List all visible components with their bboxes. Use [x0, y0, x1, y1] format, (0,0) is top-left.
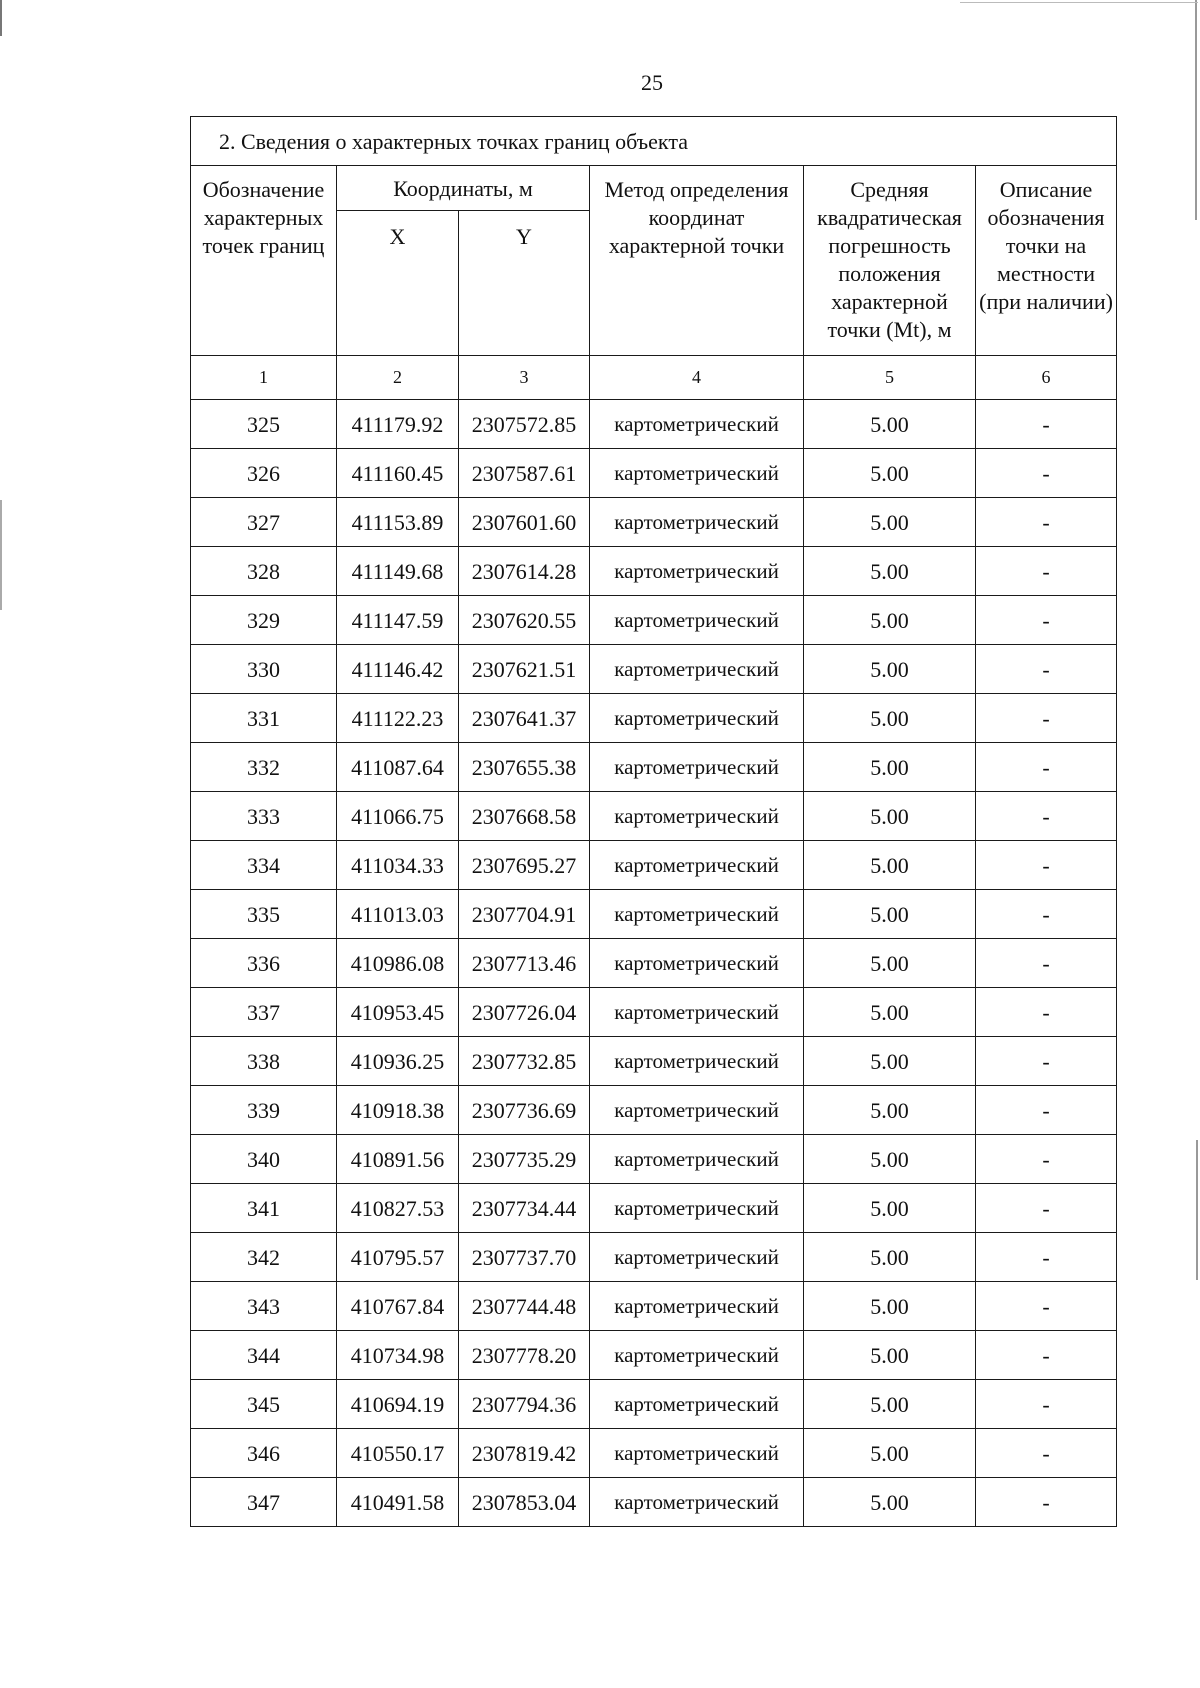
cell-y: 2307794.36: [459, 1380, 590, 1429]
cell-y: 2307778.20: [459, 1331, 590, 1380]
section-title-row: [191, 117, 1117, 166]
cell-error: 5.00: [804, 1478, 976, 1527]
cell-error: 5.00: [804, 694, 976, 743]
cell-point: 325: [191, 400, 337, 449]
cell-x: 410550.17: [337, 1429, 459, 1478]
cell-description: -: [976, 792, 1117, 841]
cell-point: 326: [191, 449, 337, 498]
cell-point: 335: [191, 890, 337, 939]
cell-point: 329: [191, 596, 337, 645]
cell-x: 411087.64: [337, 743, 459, 792]
cell-description: -: [976, 1233, 1117, 1282]
scan-edge-mark-right-bottom: [1196, 1140, 1198, 1280]
column-number: 4: [590, 356, 804, 400]
cell-y: 2307819.42: [459, 1429, 590, 1478]
cell-method: картометрический: [590, 694, 804, 743]
cell-method: картометрический: [590, 1429, 804, 1478]
cell-method: картометрический: [590, 841, 804, 890]
table-row: [191, 743, 1117, 792]
table-row: [191, 400, 1117, 449]
cell-description: -: [976, 547, 1117, 596]
cell-x: 411066.75: [337, 792, 459, 841]
scan-edge-mark-top: [960, 2, 1198, 3]
cell-method: картометрический: [590, 400, 804, 449]
cell-y: 2307737.70: [459, 1233, 590, 1282]
cell-y: 2307621.51: [459, 645, 590, 694]
cell-description: -: [976, 1478, 1117, 1527]
cell-error: 5.00: [804, 1184, 976, 1233]
cell-y: 2307587.61: [459, 449, 590, 498]
table-row: [191, 988, 1117, 1037]
table-row: [191, 694, 1117, 743]
cell-error: 5.00: [804, 645, 976, 694]
cell-x: 410767.84: [337, 1282, 459, 1331]
column-number: 1: [191, 356, 337, 400]
cell-description: -: [976, 988, 1117, 1037]
table-row: [191, 1037, 1117, 1086]
table-row: [191, 1429, 1117, 1478]
header-description: Описание обозначения точки на местности (при наличии): [976, 166, 1117, 356]
table-row: [191, 1233, 1117, 1282]
cell-method: картометрический: [590, 890, 804, 939]
cell-description: -: [976, 890, 1117, 939]
table-row: [191, 1478, 1117, 1527]
cell-y: 2307744.48: [459, 1282, 590, 1331]
cell-error: 5.00: [804, 1331, 976, 1380]
table-row: [191, 449, 1117, 498]
cell-description: -: [976, 1184, 1117, 1233]
cell-x: 411153.89: [337, 498, 459, 547]
scan-edge-mark-left-top: [0, 0, 2, 36]
cell-x: 410918.38: [337, 1086, 459, 1135]
cell-error: 5.00: [804, 596, 976, 645]
scan-edge-mark-left-middle: [0, 500, 2, 610]
cell-point: 347: [191, 1478, 337, 1527]
cell-point: 327: [191, 498, 337, 547]
cell-method: картометрический: [590, 547, 804, 596]
cell-description: -: [976, 694, 1117, 743]
cell-method: картометрический: [590, 498, 804, 547]
header-point-designation: Обозначение характерных точек границ: [191, 166, 337, 356]
cell-method: картометрический: [590, 1086, 804, 1135]
cell-description: -: [976, 743, 1117, 792]
cell-error: 5.00: [804, 743, 976, 792]
cell-error: 5.00: [804, 988, 976, 1037]
header-x: X: [337, 211, 459, 356]
cell-error: 5.00: [804, 1086, 976, 1135]
cell-y: 2307601.60: [459, 498, 590, 547]
cell-y: 2307735.29: [459, 1135, 590, 1184]
cell-error: 5.00: [804, 547, 976, 596]
cell-x: 410694.19: [337, 1380, 459, 1429]
cell-method: картометрический: [590, 1282, 804, 1331]
section-title: 2. Сведения о характерных точках границ объекта: [191, 117, 1117, 166]
cell-y: 2307641.37: [459, 694, 590, 743]
cell-x: 410795.57: [337, 1233, 459, 1282]
cell-point: 336: [191, 939, 337, 988]
cell-error: 5.00: [804, 1037, 976, 1086]
cell-error: 5.00: [804, 939, 976, 988]
cell-x: 410986.08: [337, 939, 459, 988]
header-coordinates: Координаты, м: [337, 166, 590, 211]
cell-point: 344: [191, 1331, 337, 1380]
cell-x: 411146.42: [337, 645, 459, 694]
cell-description: -: [976, 449, 1117, 498]
table-row: [191, 596, 1117, 645]
column-number: 5: [804, 356, 976, 400]
cell-point: 337: [191, 988, 337, 1037]
cell-point: 338: [191, 1037, 337, 1086]
cell-x: 411122.23: [337, 694, 459, 743]
cell-x: 410936.25: [337, 1037, 459, 1086]
cell-description: -: [976, 596, 1117, 645]
cell-error: 5.00: [804, 792, 976, 841]
cell-error: 5.00: [804, 1380, 976, 1429]
cell-point: 331: [191, 694, 337, 743]
cell-x: 411147.59: [337, 596, 459, 645]
cell-error: 5.00: [804, 400, 976, 449]
cell-point: 345: [191, 1380, 337, 1429]
column-number: 2: [337, 356, 459, 400]
cell-method: картометрический: [590, 1037, 804, 1086]
cell-error: 5.00: [804, 841, 976, 890]
cell-method: картометрический: [590, 449, 804, 498]
cell-x: 410953.45: [337, 988, 459, 1037]
cell-point: 328: [191, 547, 337, 596]
cell-y: 2307695.27: [459, 841, 590, 890]
cell-method: картометрический: [590, 1233, 804, 1282]
cell-point: 334: [191, 841, 337, 890]
cell-x: 411034.33: [337, 841, 459, 890]
cell-y: 2307726.04: [459, 988, 590, 1037]
table-row: [191, 1282, 1117, 1331]
cell-point: 343: [191, 1282, 337, 1331]
cell-error: 5.00: [804, 890, 976, 939]
cell-error: 5.00: [804, 1233, 976, 1282]
header-method: Метод определения координат характерной точки: [590, 166, 804, 356]
cell-description: -: [976, 1380, 1117, 1429]
cell-y: 2307704.91: [459, 890, 590, 939]
cell-description: -: [976, 1331, 1117, 1380]
table-row: [191, 792, 1117, 841]
cell-point: 346: [191, 1429, 337, 1478]
cell-y: 2307713.46: [459, 939, 590, 988]
cell-method: картометрический: [590, 1380, 804, 1429]
cell-y: 2307736.69: [459, 1086, 590, 1135]
cell-point: 342: [191, 1233, 337, 1282]
scan-edge-mark-right-top: [1195, 0, 1197, 220]
table-row: [191, 645, 1117, 694]
cell-description: -: [976, 1037, 1117, 1086]
table-row: [191, 939, 1117, 988]
column-number-row: [191, 356, 1117, 400]
cell-method: картометрический: [590, 743, 804, 792]
boundary-points-table: [190, 116, 1117, 1527]
cell-y: 2307853.04: [459, 1478, 590, 1527]
table-row: [191, 841, 1117, 890]
table-row: [191, 547, 1117, 596]
cell-point: 341: [191, 1184, 337, 1233]
cell-description: -: [976, 1135, 1117, 1184]
cell-description: -: [976, 1086, 1117, 1135]
cell-error: 5.00: [804, 498, 976, 547]
cell-x: 411179.92: [337, 400, 459, 449]
cell-description: -: [976, 1282, 1117, 1331]
column-number: 6: [976, 356, 1117, 400]
cell-x: 411160.45: [337, 449, 459, 498]
column-number: 3: [459, 356, 590, 400]
cell-description: -: [976, 645, 1117, 694]
cell-error: 5.00: [804, 1429, 976, 1478]
cell-method: картометрический: [590, 645, 804, 694]
cell-method: картометрический: [590, 1478, 804, 1527]
header-row-top: [191, 166, 1117, 211]
cell-method: картометрический: [590, 988, 804, 1037]
cell-error: 5.00: [804, 1135, 976, 1184]
cell-y: 2307655.38: [459, 743, 590, 792]
cell-point: 333: [191, 792, 337, 841]
cell-x: 411149.68: [337, 547, 459, 596]
cell-y: 2307734.44: [459, 1184, 590, 1233]
cell-point: 330: [191, 645, 337, 694]
cell-method: картометрический: [590, 792, 804, 841]
cell-description: -: [976, 498, 1117, 547]
cell-x: 411013.03: [337, 890, 459, 939]
header-mean-square-error: Средняя квадратическая погрешность положения характерной точки (Mt), м: [804, 166, 976, 356]
table-row: [191, 1331, 1117, 1380]
cell-description: -: [976, 939, 1117, 988]
cell-x: 410491.58: [337, 1478, 459, 1527]
cell-y: 2307620.55: [459, 596, 590, 645]
cell-method: картометрический: [590, 1135, 804, 1184]
page-number: 25: [641, 70, 663, 95]
cell-method: картометрический: [590, 596, 804, 645]
cell-point: 339: [191, 1086, 337, 1135]
cell-y: 2307614.28: [459, 547, 590, 596]
cell-y: 2307668.58: [459, 792, 590, 841]
cell-description: -: [976, 400, 1117, 449]
table-row: [191, 1380, 1117, 1429]
table-row: [191, 1086, 1117, 1135]
cell-point: 340: [191, 1135, 337, 1184]
table-row: [191, 1184, 1117, 1233]
cell-error: 5.00: [804, 449, 976, 498]
cell-x: 410734.98: [337, 1331, 459, 1380]
cell-error: 5.00: [804, 1282, 976, 1331]
cell-y: 2307572.85: [459, 400, 590, 449]
cell-x: 410827.53: [337, 1184, 459, 1233]
header-y: Y: [459, 211, 590, 356]
cell-point: 332: [191, 743, 337, 792]
table-row: [191, 1135, 1117, 1184]
cell-method: картометрический: [590, 1184, 804, 1233]
cell-method: картометрический: [590, 1331, 804, 1380]
cell-description: -: [976, 1429, 1117, 1478]
cell-method: картометрический: [590, 939, 804, 988]
cell-x: 410891.56: [337, 1135, 459, 1184]
table-row: [191, 498, 1117, 547]
cell-description: -: [976, 841, 1117, 890]
table-row: [191, 890, 1117, 939]
cell-y: 2307732.85: [459, 1037, 590, 1086]
